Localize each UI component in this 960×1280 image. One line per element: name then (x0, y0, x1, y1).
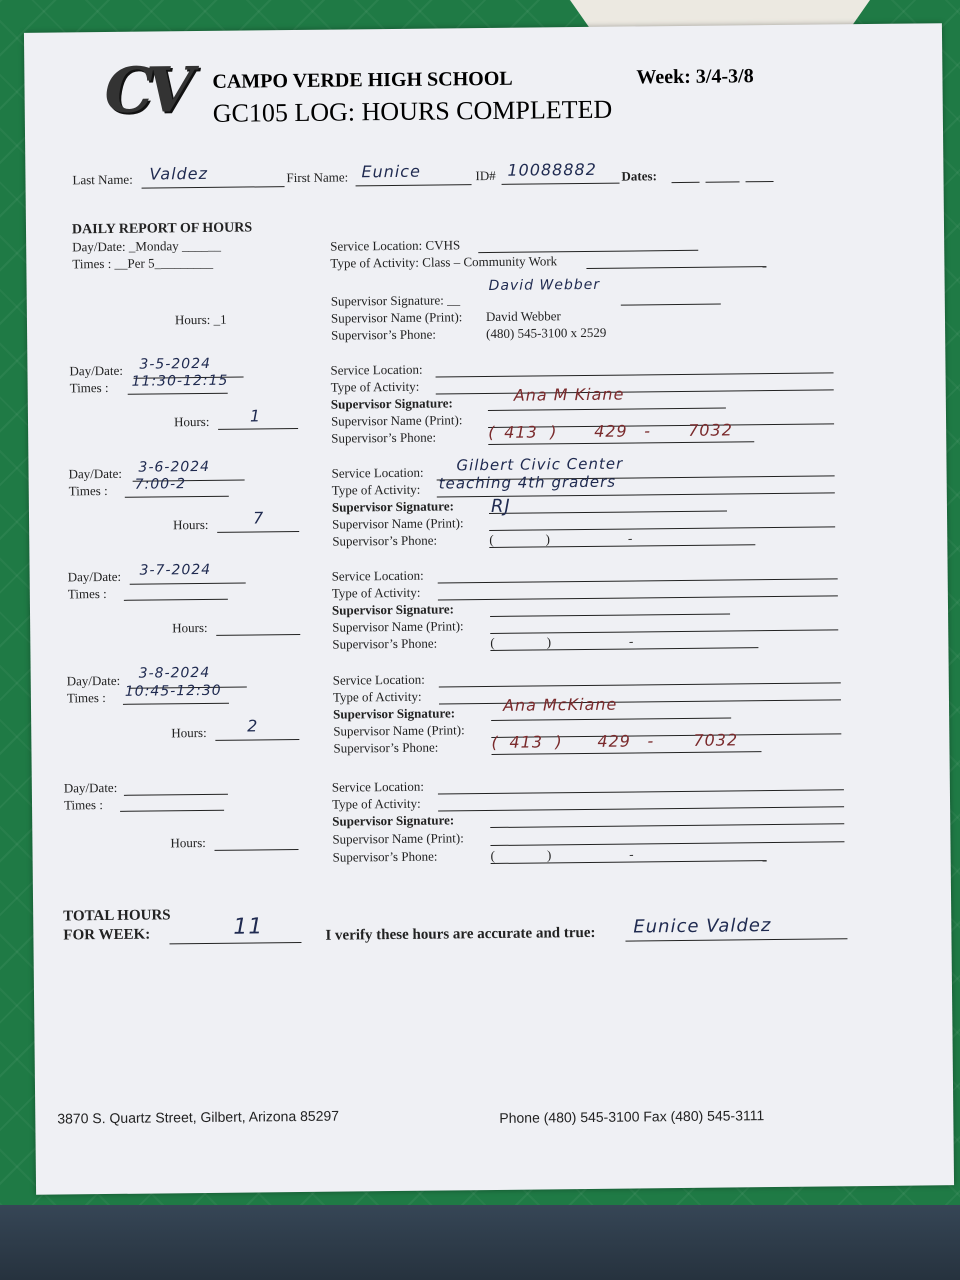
entry6-times-label: Times : (63, 797, 104, 813)
first-name-label: First Name: (286, 169, 349, 186)
entry3-type-activity: teaching 4th graders (438, 472, 617, 493)
entry1-sup-name-label: Supervisor Name (Print): (330, 309, 463, 326)
entry2-name-line (488, 423, 834, 428)
entry5-hours: 2 (247, 716, 259, 736)
dates-line-3 (746, 181, 774, 182)
entry2-times: 11:30-12:15 (131, 372, 229, 390)
entry6-date-line (124, 794, 228, 796)
last-name-line (142, 186, 285, 188)
entry3-times-line (125, 496, 229, 498)
log-title: GC105 LOG: HOURS COMPLETED (212, 94, 613, 128)
entry5-times: 10:45-12:30 (124, 682, 222, 700)
entry6-sup-signature-label: Supervisor Signature: (332, 812, 455, 829)
entry3-day-date-label: Day/Date: (68, 465, 123, 482)
entry4-hours-label: Hours: (172, 619, 208, 636)
entry4-day-date-label: Day/Date: (67, 568, 122, 585)
entry2-activity-line (436, 389, 834, 394)
entry3-times-label: Times : (68, 482, 108, 499)
verify-label: I verify these hours are accurate and true: (325, 924, 596, 944)
entry6-phone-blank: ( ) - (490, 846, 634, 863)
entry4-hours-line (216, 634, 300, 636)
entry2-location-line (436, 372, 834, 377)
id-value: 10088882 (507, 159, 597, 180)
entry4-date-line (130, 583, 246, 585)
entry3-sup-signature-label: Supervisor Signature: (331, 498, 454, 515)
entry3-times: 7:00-2 (134, 476, 187, 493)
entry6-sup-name-label: Supervisor Name (Print): (332, 830, 464, 847)
entry6-hours-label: Hours: (170, 834, 206, 851)
total-hours-label-1: TOTAL HOURS (63, 907, 171, 925)
entry4-service-location-label: Service Location: (331, 567, 424, 584)
entry2-hours: 1 (249, 406, 262, 426)
entry5-times-line (123, 703, 229, 705)
entry5-phone-dash: - (647, 731, 655, 751)
entry5-sup-name-label: Supervisor Name (Print): (333, 722, 465, 739)
entry6-activity-line (438, 806, 844, 811)
entry2-hours-label: Hours: (173, 413, 210, 430)
entry2-phone-dash: - (644, 421, 652, 441)
entry2-times-label: Times : (69, 379, 109, 396)
entry3-service-location: Gilbert Civic Center (456, 454, 624, 475)
entry2-sup-phone-label: Supervisor’s Phone: (331, 429, 437, 446)
entry5-sup-signature: Ana McKiane (502, 694, 618, 715)
entry4-name-line (490, 629, 838, 634)
entry5-sup-phone-label: Supervisor’s Phone: (333, 739, 439, 756)
entry1-sup-signature: David Webber (488, 276, 601, 294)
report-title: DAILY REPORT OF HOURS (71, 220, 253, 238)
total-hours-value: 11 (233, 914, 264, 940)
total-hours-line (169, 942, 301, 944)
school-name: CAMPO VERDE HIGH SCHOOL (212, 67, 513, 93)
entry2-phone-close: ) (550, 422, 558, 442)
entry5-phone-close: ) (555, 732, 563, 752)
entry6-sup-phone-label: Supervisor’s Phone: (332, 848, 438, 865)
entry1-signature-line (621, 304, 721, 306)
entry4-times-line (124, 599, 228, 601)
entry4-type-activity-label: Type of Activity: (331, 584, 421, 601)
entry3-date: 3-6-2024 (138, 458, 211, 476)
entry4-activity-line (438, 595, 838, 600)
entry5-day-date-label: Day/Date: (66, 672, 121, 689)
entry5-times-label: Times : (66, 690, 106, 706)
entry1-type-activity: Type of Activity: Class – Community Work (330, 253, 558, 271)
dates-label: Dates: (621, 168, 657, 184)
entry2-phone-area: 413 (504, 422, 538, 442)
entry4-sup-signature-label: Supervisor Signature: (331, 601, 455, 618)
entry5-sup-signature-label: Supervisor Signature: (333, 705, 456, 722)
entry5-phone-prefix: 429 (597, 731, 632, 751)
entry1-sup-phone: (480) 545-3100 x 2529 (486, 324, 607, 342)
floor-background (0, 1205, 960, 1280)
entry3-type-activity-label: Type of Activity: (331, 481, 421, 498)
entry3-hours-label: Hours: (173, 516, 209, 533)
entry5-date: 3-8-2024 (138, 664, 211, 682)
entry3-hours: 7 (252, 508, 265, 528)
entry5-location-line (439, 682, 841, 687)
entry3-hours-line (217, 531, 299, 533)
entry5-phone-line: 7032 (693, 730, 739, 750)
verify-signature-line (625, 938, 847, 941)
week-label: Week: 3/4-3/8 (636, 65, 754, 89)
entry6-service-location-label: Service Location: (331, 778, 424, 795)
entry4-phone-blank: ( ) - (490, 633, 634, 650)
entry4-signature-line (490, 613, 730, 617)
entry2-hours-line (218, 428, 298, 430)
entry2-sup-signature: Ana M Kiane (513, 384, 625, 405)
entry5-hours-line (215, 739, 299, 741)
entry5-signature-line (491, 717, 731, 721)
first-name-line (356, 184, 472, 186)
entry2-sup-signature-label: Supervisor Signature: (330, 395, 453, 412)
dates-line-2 (706, 181, 740, 182)
entry2-signature-line (488, 408, 726, 411)
entry2-type-activity-label: Type of Activity: (330, 378, 420, 395)
entry6-times-line (120, 810, 224, 812)
entry6-hours-line (215, 849, 299, 851)
entry5-activity-line (439, 699, 841, 704)
entry3-name-line (489, 526, 835, 531)
entry3-sup-name-label: Supervisor Name (Print): (332, 515, 464, 532)
entry5-hours-label: Hours: (171, 724, 207, 741)
entry3-signature-line (489, 511, 727, 514)
entry2-day-date-label: Day/Date: (69, 362, 123, 379)
entry1-sup-signature-label: Supervisor Signature: __ (330, 292, 461, 309)
dates-line-1 (672, 182, 700, 183)
id-line (502, 183, 620, 185)
entry6-name-line (490, 841, 844, 846)
last-name-label: Last Name: (72, 171, 133, 188)
entry6-type-activity-label: Type of Activity: (331, 795, 421, 812)
last-name-value: Valdez (149, 163, 209, 184)
entry1-times: Times : __Per 5_________ (72, 254, 214, 272)
entry5-service-location-label: Service Location: (332, 671, 425, 688)
entry4-date: 3-7-2024 (139, 561, 212, 579)
entry4-sup-phone-label: Supervisor’s Phone: (332, 635, 438, 652)
log-sheet (24, 23, 954, 1195)
entry5-type-activity-label: Type of Activity: (332, 688, 422, 705)
student-signature: Eunice Valdez (633, 915, 772, 938)
entry4-sup-name-label: Supervisor Name (Print): (332, 618, 464, 635)
entry2-date: 3-5-2024 (139, 355, 212, 373)
entry1-service-location: Service Location: CVHS (330, 237, 461, 254)
entry1-hours: Hours: _1 (174, 311, 227, 328)
school-logo: CV (104, 53, 187, 127)
footer-phone-fax: Phone (480) 545-3100 Fax (480) 545-3111 (499, 1107, 765, 1126)
entry1-sup-name: David Webber (485, 308, 561, 325)
entry5-phone-underline (492, 751, 762, 755)
entry5-phone-area: 413 (509, 732, 544, 752)
entry6-location-line (438, 789, 844, 794)
entry1-activity-line (586, 266, 766, 269)
first-name-value: Eunice (361, 161, 421, 182)
entry2-service-location-label: Service Location: (330, 361, 423, 378)
entry3-sup-phone-label: Supervisor’s Phone: (332, 532, 438, 549)
entry1-day-date: Day/Date: _Monday ______ (72, 237, 222, 255)
entry4-times-label: Times : (67, 586, 107, 602)
entry3-service-location-label: Service Location: (331, 464, 424, 481)
entry3-phone-blank: ( ) - (489, 530, 633, 547)
entry2-sup-name-label: Supervisor Name (Print): (330, 412, 463, 429)
entry6-day-date-label: Day/Date: (63, 779, 118, 796)
total-hours-label-2: FOR WEEK: (63, 926, 151, 944)
entry5-name-line (491, 733, 841, 738)
entry1-location-line (478, 250, 698, 253)
entry2-phone-underline (488, 441, 754, 445)
entry2-times-line (128, 393, 228, 395)
entry6-signature-line (490, 823, 844, 828)
entry2-phone-open: ( (488, 422, 496, 442)
entry3-sup-signature: RJ (490, 495, 511, 517)
entry4-location-line (438, 578, 838, 583)
entry5-phone-open: ( (491, 732, 499, 752)
entry2-phone-prefix: 429 (594, 421, 628, 441)
entry2-phone-line: 7032 (688, 420, 733, 440)
entry1-sup-phone-label: Supervisor’s Phone: (331, 326, 437, 343)
footer-address: 3870 S. Quartz Street, Gilbert, Arizona 85297 (57, 1107, 340, 1127)
id-label: ID# (475, 167, 496, 184)
